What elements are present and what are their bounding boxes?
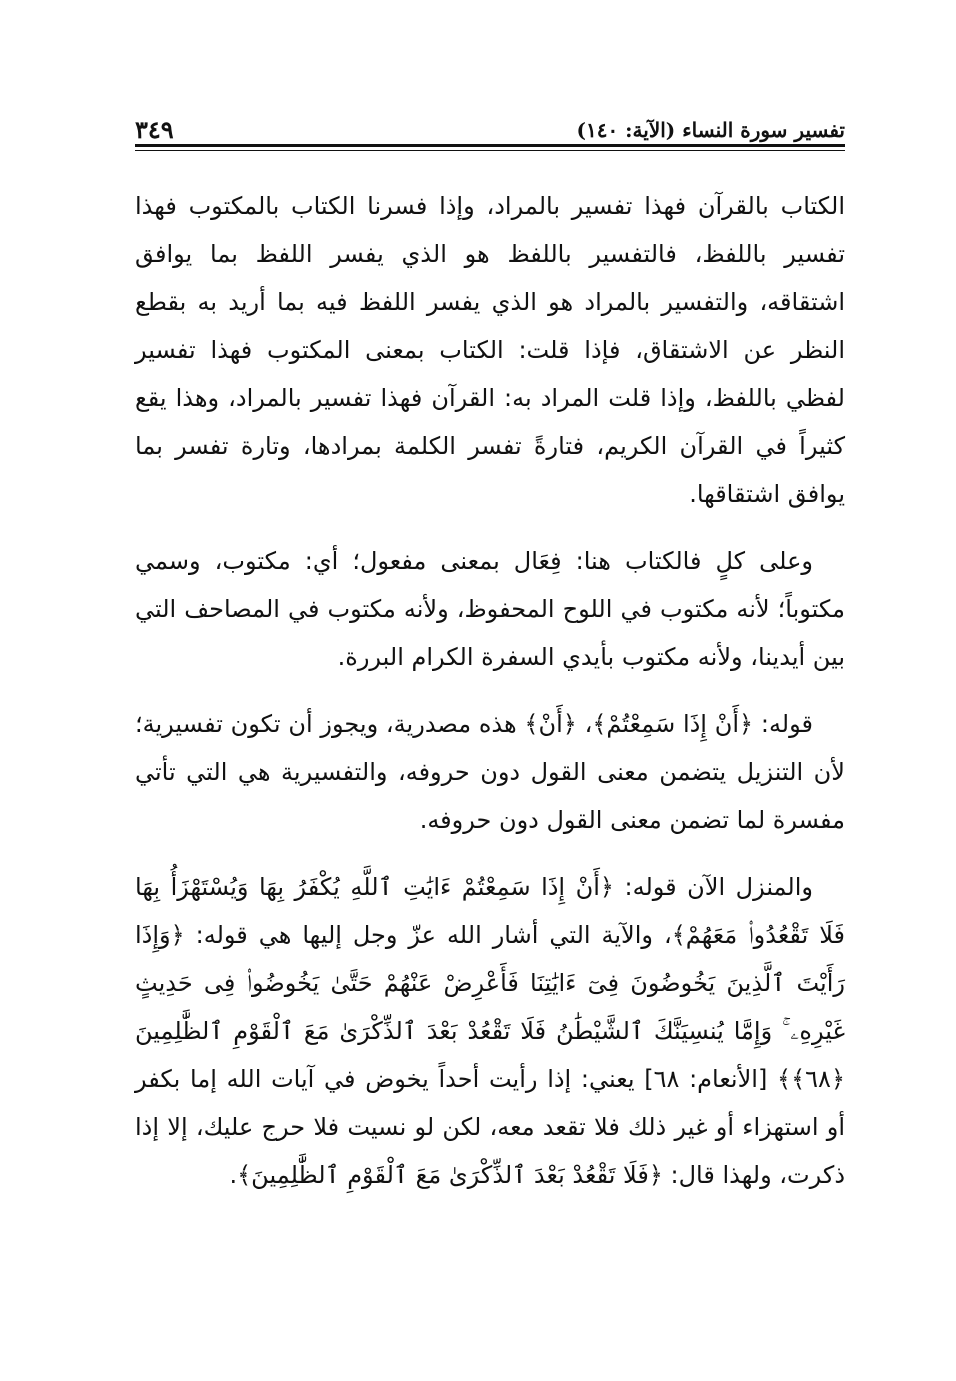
header-rule-thin [135, 150, 845, 151]
running-header [135, 104, 845, 144]
paragraph-1: الكتاب بالقرآن فهذا تفسير بالمراد، وإذا فسرنا الكتاب بالمكتوب فهذا تفسير باللفظ، فالتفسير باللفظ هو الذي يفسر اللفظ بما يوافق اشتقاقه، والتفسير بالمراد هو الذي يفسر اللفظ فيه بما أريد به بقطع النظر عن الاشتقاق، فإذا قلت: الكتاب بمعنى المكتوب فهذا تفسير لفظي باللفظ، وإذا قلت المراد به: القرآن فهذا تفسير بالمراد، وهذا يقع كثيراً في القرآن الكريم، فتارةً تفسر الكلمة بمرادها، وتارة تفسر بما يوافق اشتقاقها. [135, 192, 845, 508]
body-text [135, 182, 845, 1218]
header-rule-thick [135, 144, 845, 147]
paragraph-3: قوله: ﴿أَنْ إِذَا سَمِعْتُمْ﴾، ﴿أَنْ﴾ هذه مصدرية، ويجوز أن تكون تفسيرية؛ لأن التنزيل يتضمن معنى القول دون حروفه، والتفسيرية هي التي تأتي مفسرة لما تضمن معنى القول دون حروفه. [135, 710, 845, 834]
page-number: ٣٤٩ [135, 115, 174, 144]
header-title: تفسير سورة النساء (الآية: ١٤٠) [576, 118, 845, 142]
paragraph-4: والمنزل الآن قوله: ﴿أَنْ إِذَا سَمِعْتُمْ ءَايَٰتِ ٱللَّهِ يُكْفَرُ بِهَا وَيُسْتَهْزَأُ بِهَا فَلَا تَقْعُدُوا۟ مَعَهُمْ﴾، والآية التي أشار الله عزّ وجل إليها هي قوله: ﴿وَإِذَا رَأَيْتَ ٱلَّذِينَ يَخُوضُونَ فِىٓ ءَايَٰتِنَا فَأَعْرِضْ عَنْهُمْ حَتَّىٰ يَخُوضُوا۟ فِى حَدِيثٍ غَيْرِهِۦ ۚ وَإِمَّا يُنسِيَنَّكَ ٱلشَّيْطَٰنُ فَلَا تَقْعُدْ بَعْدَ ٱلذِّكْرَىٰ مَعَ ٱلْقَوْمِ ٱلظَّٰلِمِينَ ﴿٦٨﴾﴾ [الأنعام: ٦٨] يعني: إذا رأيت أحداً يخوض في آيات الله إما بكفر أو استهزاء أو غير ذلك فلا تقعد معه، لكن لو نسيت فلا حرج عليك، إلا إذا ذكرت، ولهذا قال: ﴿فَلَا تَقْعُدْ بَعْدَ ٱلذِّكْرَىٰ مَعَ ٱلْقَوْمِ ٱلظَّٰلِمِينَ﴾. [135, 873, 845, 1189]
paragraph-2: وعلى كلٍ فالكتاب هنا: فِعَال بمعنى مفعول؛ أي: مكتوب، وسمي مكتوباً؛ لأنه مكتوب في اللوح المحفوظ، ولأنه مكتوب في المصاحف التي بين أيدينا، ولأنه مكتوب بأيدي السفرة الكرام البررة. [135, 547, 845, 671]
